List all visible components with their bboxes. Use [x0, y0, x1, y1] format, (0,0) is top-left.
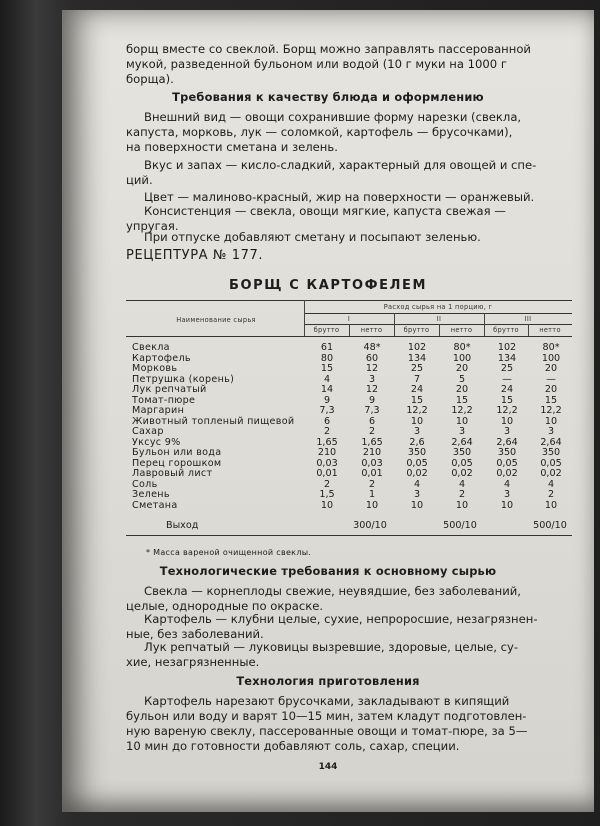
ingredient-amount: 24	[410, 384, 424, 395]
raw-onion	[126, 640, 572, 670]
dish-title: БОРЩ С КАРТОФЕЛЕМ	[228, 278, 428, 293]
tech-heading: Технология приготовления	[236, 674, 420, 688]
quality-heading: Требования к качеству блюда и оформлению	[172, 90, 484, 104]
table-divider	[349, 324, 350, 336]
ingredient-amount: 134	[407, 352, 427, 364]
ingredient-amount: 0,01	[361, 468, 383, 479]
ingredient-amount: 100	[541, 352, 561, 364]
raw-heading: Технологические требования к основному сырью	[159, 564, 497, 578]
ingredient-amount: 60	[365, 352, 379, 364]
ingredient-name: Морковь	[132, 363, 178, 374]
ingredient-amount: 61	[320, 342, 334, 353]
tech-paragraph	[126, 694, 572, 754]
ingredient-amount: 12,2	[406, 405, 428, 416]
ingredient-name: Петрушка (корень)	[132, 373, 235, 385]
ingredient-name: Лук репчатый	[132, 384, 207, 395]
ingredient-amount: 350	[407, 447, 427, 458]
ingredient-amount: 25	[410, 363, 424, 374]
ingredient-amount: 2,64	[540, 436, 562, 448]
net-label: нетто	[450, 326, 473, 334]
ingredient-amount: 24	[500, 384, 514, 395]
table-header-name: Наименование сырья	[176, 316, 256, 324]
text-line: Свекла — корнеплоды свежие, неувядшие, без заболеваний,	[144, 584, 521, 598]
yield-label: Выход	[166, 520, 199, 531]
text-line: Лук репчатый — луковицы вызревшие, здоровые, целые, су-	[144, 640, 519, 654]
ingredient-amount: 4	[547, 478, 555, 490]
ingredient-amount: 15	[544, 394, 558, 406]
ingredient-amount: 210	[362, 447, 382, 458]
ingredient-name: Перец горошком	[132, 457, 222, 469]
ingredient-name: Томат-пюре	[132, 394, 196, 406]
ingredient-amount: 10	[455, 499, 469, 511]
ingredient-amount: 134	[497, 352, 517, 364]
ingredient-name: Бульон или вода	[132, 447, 222, 458]
text-line: упругая.	[126, 219, 179, 233]
ingredient-amount: 0,02	[451, 468, 473, 479]
ingredient-amount: 210	[317, 447, 337, 458]
ingredient-amount: 0,05	[496, 457, 518, 469]
ingredient-amount: 15	[410, 394, 424, 406]
ingredient-amount: 9	[323, 394, 331, 406]
ingredient-amount: 7	[413, 373, 421, 385]
ingredient-amount: 3	[413, 426, 421, 437]
ingredient-amount: 48*	[363, 342, 381, 353]
ingredient-amount: 0,02	[540, 468, 562, 479]
ingredient-amount: 10	[500, 499, 514, 511]
ingredient-amount: 3	[413, 489, 421, 500]
ingredient-amount: 2,64	[451, 436, 473, 448]
intro-paragraph	[126, 42, 566, 87]
table-footnote: * Масса вареной очищенной свеклы.	[146, 548, 312, 557]
raw-potato	[126, 612, 572, 642]
text-line: Консистенция — свекла, овощи мягкие, капуста свежая —	[144, 204, 506, 218]
ingredient-amount: 0,05	[540, 457, 562, 469]
table-divider	[394, 313, 395, 336]
intro-line: мукой, разведенной бульоном или водой (10 г муки на 1000 г	[126, 57, 507, 71]
ingredient-amount: 2,6	[409, 436, 425, 448]
text-line: ций.	[126, 173, 153, 187]
table-top-rule	[126, 300, 572, 301]
ingredient-name: Соль	[132, 478, 158, 490]
quality-color	[126, 190, 572, 205]
ingredient-amount: 20	[544, 363, 558, 374]
ingredient-amount: 10	[365, 499, 379, 511]
ingredient-name: Уксус 9%	[132, 436, 181, 448]
ingredient-amount: 0,02	[496, 468, 518, 479]
ingredient-amount: 4	[413, 478, 421, 490]
table-divider	[304, 300, 305, 336]
ingredient-amount: 1,65	[361, 436, 383, 448]
ingredient-name: Животный топленый пищевой	[132, 415, 295, 427]
ingredient-amount: 20	[455, 384, 469, 395]
table-bottom-rule	[126, 535, 572, 536]
ingredient-amount: 10	[410, 415, 424, 427]
ingredient-amount: 3	[368, 373, 376, 385]
ingredient-amount: 10	[455, 415, 469, 427]
gross-label: брутто	[313, 326, 340, 334]
ingredient-amount: —	[502, 373, 512, 385]
ingredient-amount: 20	[455, 363, 469, 374]
ingredient-amount: 0,03	[361, 457, 383, 469]
ingredient-amount: 80*	[542, 342, 560, 353]
ingredient-amount: 80	[320, 352, 334, 364]
ingredient-amount: 10	[544, 499, 558, 511]
ingredient-amount: 102	[497, 342, 517, 353]
ingredient-amount: 350	[541, 447, 561, 458]
ingredient-amount: 0,02	[406, 468, 428, 479]
ingredient-amount: 4	[503, 478, 511, 490]
ingredient-name: Свекла	[132, 342, 170, 353]
gross-label: брутто	[403, 326, 430, 334]
text-line: на поверхности сметана и зелень.	[126, 140, 338, 154]
ingredient-amount: 2	[547, 489, 555, 500]
ingredient-amount: 12,2	[496, 405, 518, 416]
ingredient-amount: 12,2	[540, 405, 562, 416]
net-label: нетто	[360, 326, 383, 334]
text-line: Картофель нарезают брусочками, закладывают в кипящий	[144, 694, 510, 708]
intro-line: борщ вместе со свеклой. Борщ можно заправлять пассерованной	[126, 42, 531, 56]
ingredient-amount: 2	[368, 478, 376, 490]
ingredient-amount: 10	[544, 415, 558, 427]
ingredient-amount: 2,64	[496, 436, 518, 448]
table-header-rule	[304, 313, 572, 314]
ingredient-amount: 0,05	[406, 457, 428, 469]
quality-taste	[126, 158, 572, 188]
table-header-rule	[304, 324, 572, 325]
yield-value: 500/10	[533, 520, 567, 531]
book-page	[62, 10, 594, 812]
text-line: хие, незагрязненные.	[126, 655, 260, 669]
ingredient-amount: 350	[497, 447, 517, 458]
ingredient-amount: 7,3	[364, 405, 380, 416]
quality-serving	[126, 230, 572, 245]
gross-label: брутто	[493, 326, 519, 334]
yield-value: 500/10	[443, 520, 477, 531]
ingredient-amount: 14	[320, 384, 334, 395]
ingredient-amount: 12	[365, 384, 379, 395]
ingredient-amount: 15	[320, 363, 334, 374]
ingredient-amount: 2	[368, 426, 376, 437]
text-line: капуста, морковь, лук — соломкой, картофель — брусочками),	[126, 125, 513, 139]
ingredient-amount: 25	[500, 363, 514, 374]
recipe-number: РЕЦЕПТУРА № 177.	[126, 248, 264, 263]
ingredient-amount: 2	[323, 426, 331, 437]
ingredient-amount: 4	[323, 373, 331, 385]
text-line: ные, без заболеваний.	[126, 627, 264, 641]
portion-label: I	[347, 315, 351, 323]
table-divider	[439, 324, 440, 336]
text-line: целые, однородные по окраске.	[126, 599, 324, 613]
ingredient-amount: 10	[320, 499, 334, 511]
ingredient-amount: 12,2	[451, 405, 473, 416]
table-header-consumption: Расход сырья на 1 порцию, г	[383, 303, 493, 311]
ingredient-name: Сахар	[132, 426, 164, 437]
text-line: Картофель — клубни целые, сухие, непроросшие, незагрязнен-	[144, 612, 538, 626]
text-line: Вкус и запах — кисло-сладкий, характерный для овощей и спе-	[144, 158, 537, 172]
ingredient-name: Зелень	[132, 489, 170, 500]
ingredient-amount: 6	[368, 415, 376, 427]
text-line: Внешний вид — овощи сохранившие форму нарезки (свекла,	[144, 110, 522, 124]
page-number: 144	[318, 762, 338, 772]
ingredient-amount: 350	[452, 447, 472, 458]
ingredient-amount: 20	[544, 384, 558, 395]
table-header-bottom-rule	[126, 336, 572, 337]
ingredient-amount: 12	[365, 363, 379, 374]
ingredient-amount: 5	[458, 373, 466, 385]
ingredient-amount: 2	[323, 478, 331, 490]
table-divider	[528, 324, 529, 336]
text-line: Цвет — малиново-красный, жир на поверхности — оранжевый.	[144, 190, 535, 204]
ingredient-amount: 7,3	[319, 405, 335, 416]
portion-label: II	[436, 315, 442, 323]
table-divider	[484, 313, 485, 336]
ingredient-amount: 6	[323, 415, 331, 427]
net-label: нетто	[539, 326, 561, 334]
portion-label: III	[524, 315, 532, 323]
text-line: ную вареную свеклу, пассерованные овощи и томат-пюре, за 5—	[126, 724, 528, 738]
ingredient-amount: 0,01	[316, 468, 338, 479]
ingredient-amount: 2	[458, 489, 466, 500]
yield-value: 300/10	[353, 520, 387, 531]
ingredient-amount: 3	[547, 426, 555, 437]
ingredient-amount: 102	[407, 342, 427, 353]
ingredient-amount: 0,03	[316, 457, 338, 469]
ingredient-amount: 80*	[453, 342, 471, 353]
ingredient-amount: 1	[368, 489, 376, 500]
ingredient-name: Маргарин	[132, 405, 185, 416]
ingredient-amount: —	[546, 373, 556, 385]
ingredient-amount: 3	[503, 426, 511, 437]
text-line: бульон или воду и варят 10—15 мин, затем кладут подготовлен-	[126, 709, 527, 723]
ingredient-amount: 0,05	[451, 457, 473, 469]
ingredient-amount: 15	[455, 394, 469, 406]
ingredient-amount: 10	[410, 499, 424, 511]
ingredient-amount: 15	[500, 394, 514, 406]
intro-line: борща).	[126, 72, 174, 86]
ingredient-amount: 1,65	[316, 436, 338, 448]
ingredient-amount: 10	[500, 415, 514, 427]
ingredient-amount: 1,5	[319, 489, 335, 500]
ingredient-amount: 3	[458, 426, 466, 437]
ingredient-name: Сметана	[132, 499, 178, 511]
ingredient-name: Лавровый лист	[132, 468, 213, 479]
raw-beet	[126, 584, 572, 614]
text-line: При отпуске добавляют сметану и посыпают зеленью.	[144, 230, 481, 244]
text-line: 10 мин до готовности добавляют соль, сахар, специи.	[126, 739, 460, 753]
quality-appearance	[126, 110, 572, 155]
ingredient-amount: 9	[368, 394, 376, 406]
ingredient-name: Картофель	[132, 352, 191, 364]
ingredient-amount: 3	[503, 489, 511, 500]
ingredient-amount: 100	[452, 352, 472, 364]
ingredient-amount: 4	[458, 478, 466, 490]
